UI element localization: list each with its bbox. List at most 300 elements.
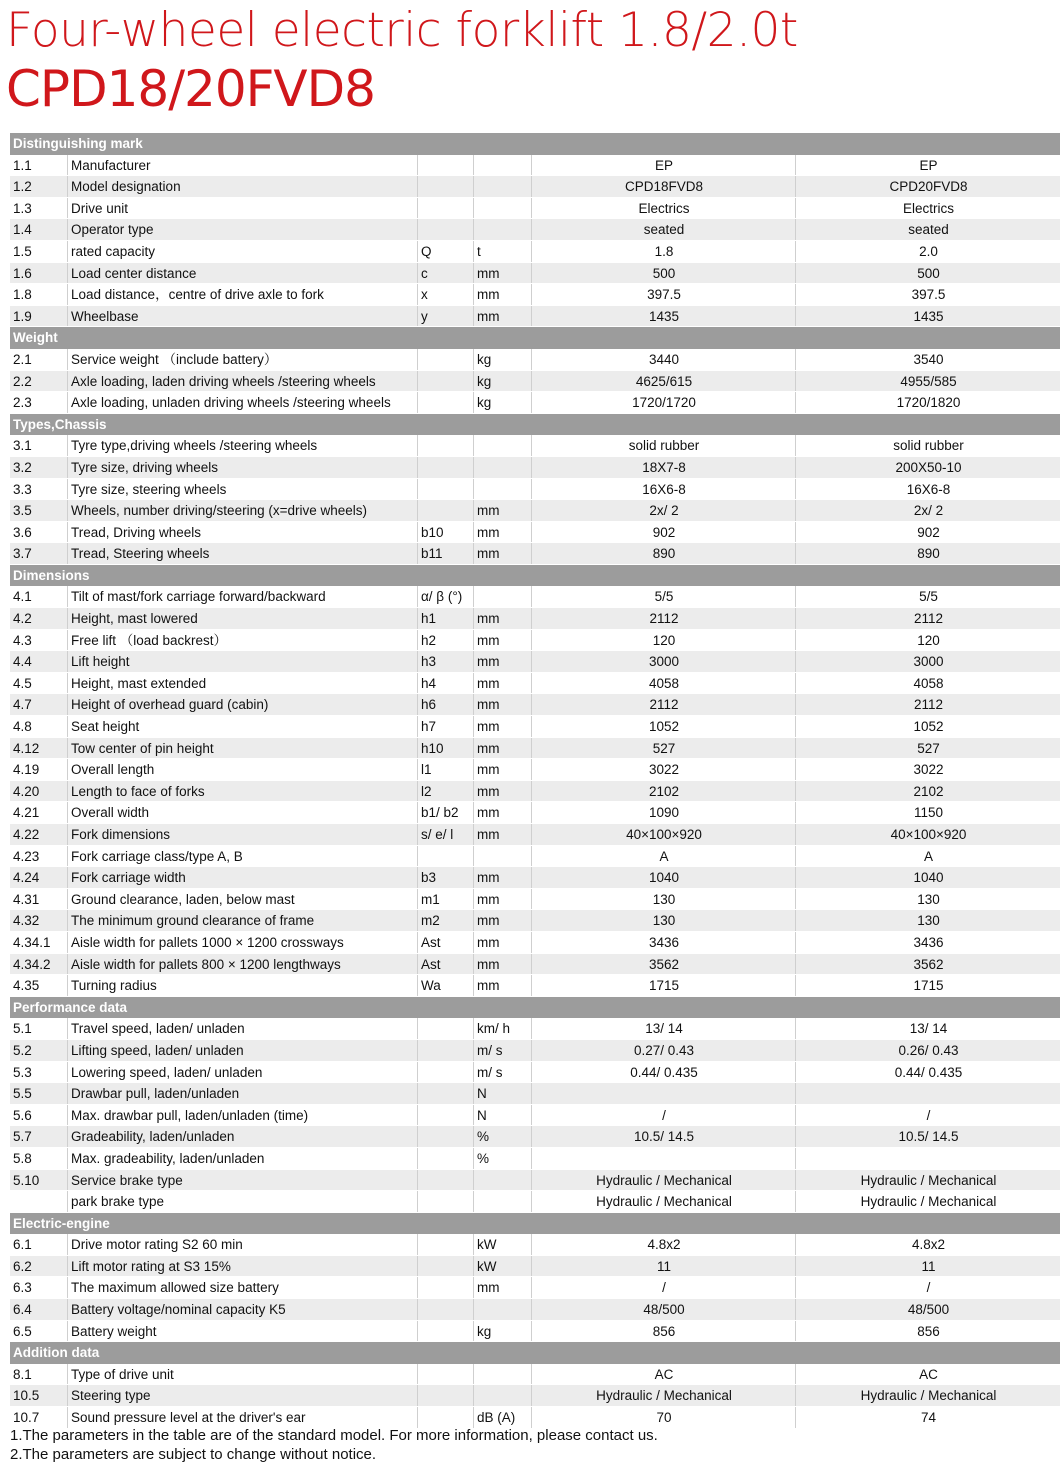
row-number: 1.4: [13, 222, 32, 238]
row-symbol: [417, 371, 476, 392]
row-unit: %: [473, 1126, 534, 1147]
table-row: [10, 738, 1060, 760]
row-value-cpd18: 0.27/ 0.43: [531, 1040, 796, 1061]
row-symbol: [417, 1277, 476, 1298]
row-number: 4.32: [13, 913, 40, 929]
table-row: [10, 932, 1060, 954]
row-symbol: [417, 1040, 476, 1061]
row-value-cpd18: 11: [531, 1256, 796, 1277]
row-value-cpd18: 130: [531, 889, 796, 910]
row-value-cpd18: seated: [531, 219, 796, 240]
row-symbol: b3: [417, 867, 476, 888]
table-row: [10, 1321, 1060, 1343]
row-symbol: [417, 1191, 476, 1212]
row-number: 6.4: [13, 1302, 32, 1318]
row-number: 5.7: [13, 1129, 32, 1145]
row-unit: N: [473, 1105, 534, 1126]
row-symbol: [417, 392, 476, 413]
row-value-cpd20: [795, 1083, 1060, 1104]
row-value-cpd18: /: [531, 1277, 796, 1298]
row-unit: [473, 1385, 534, 1406]
row-unit: mm: [473, 608, 534, 629]
row-symbol: h1: [417, 608, 476, 629]
row-number: 3.7: [13, 546, 32, 562]
row-symbol: b10: [417, 522, 476, 543]
row-description: Drawbar pull, laden/unladen: [67, 1083, 421, 1104]
row-value-cpd18: 1040: [531, 867, 796, 888]
row-number: 4.4: [13, 654, 32, 670]
row-value-cpd20: 1720/1820: [795, 392, 1060, 413]
row-unit: kg: [473, 392, 534, 413]
row-symbol: Q: [417, 241, 476, 262]
row-value-cpd20: 4955/585: [795, 371, 1060, 392]
row-value-cpd20: 2.0: [795, 241, 1060, 262]
row-description: Service weight （include battery）: [67, 349, 421, 370]
table-row: [10, 392, 1060, 414]
row-value-cpd18: 18X7-8: [531, 457, 796, 478]
row-description: Tow center of pin height: [67, 738, 421, 759]
row-number: 3.1: [13, 438, 32, 454]
row-number: 5.3: [13, 1064, 32, 1080]
row-value-cpd20: 5/5: [795, 586, 1060, 607]
row-number: 1.1: [13, 157, 32, 173]
row-description: Load center distance: [67, 263, 421, 284]
table-row: [10, 781, 1060, 803]
footnote-2: 2.The parameters are subject to change without notice.: [10, 1446, 377, 1463]
row-number: 4.20: [13, 783, 40, 799]
table-row: [10, 522, 1060, 544]
table-row: [10, 1191, 1060, 1213]
row-number: 1.9: [13, 308, 32, 324]
row-description: Lowering speed, laden/ unladen: [67, 1062, 421, 1083]
table-row: [10, 1364, 1060, 1386]
table-row: [10, 457, 1060, 479]
page-title: Four-wheel electric forklift 1.8/2.0t: [6, 3, 798, 58]
row-value-cpd20: 1052: [795, 716, 1060, 737]
table-row: [10, 479, 1060, 501]
row-symbol: [417, 1385, 476, 1406]
row-unit: N: [473, 1083, 534, 1104]
row-value-cpd20: 2112: [795, 608, 1060, 629]
row-value-cpd20: 1040: [795, 867, 1060, 888]
row-value-cpd18: 856: [531, 1321, 796, 1342]
spec-table: [10, 133, 1060, 1429]
row-symbol: [417, 1256, 476, 1277]
row-description: Max. gradeability, laden/unladen: [67, 1148, 421, 1169]
row-number: 4.7: [13, 697, 32, 713]
table-row: [10, 716, 1060, 738]
row-description: Overall width: [67, 802, 421, 823]
section-header: Electric-engine: [10, 1213, 1060, 1235]
row-symbol: x: [417, 284, 476, 305]
table-row: [10, 543, 1060, 565]
row-number: 4.23: [13, 848, 40, 864]
row-value-cpd20: 48/500: [795, 1299, 1060, 1320]
row-number: 5.1: [13, 1021, 32, 1037]
row-symbol: b1/ b2: [417, 802, 476, 823]
row-description: Wheels, number driving/steering (x=drive wheels): [67, 500, 421, 521]
row-symbol: h3: [417, 651, 476, 672]
row-value-cpd18: 2102: [531, 781, 796, 802]
row-description: Axle loading, unladen driving wheels /steering wheels: [67, 392, 421, 413]
table-row: [10, 1385, 1060, 1407]
row-symbol: [417, 1018, 476, 1039]
table-row: [10, 867, 1060, 889]
row-value-cpd18: 1052: [531, 716, 796, 737]
row-number: 4.34.2: [13, 956, 51, 972]
row-unit: kW: [473, 1256, 534, 1277]
row-description: Turning radius: [67, 975, 421, 996]
row-symbol: [417, 1299, 476, 1320]
row-value-cpd18: 40×100×920: [531, 824, 796, 845]
row-value-cpd18: Hydraulic / Mechanical: [531, 1191, 796, 1212]
table-row: [10, 1256, 1060, 1278]
row-description: Length to face of forks: [67, 781, 421, 802]
table-row: [10, 435, 1060, 457]
row-description: Overall length: [67, 759, 421, 780]
row-number: 5.10: [13, 1172, 40, 1188]
row-description: Fork carriage width: [67, 867, 421, 888]
table-row: [10, 954, 1060, 976]
row-number: 4.8: [13, 719, 32, 735]
table-row: [10, 241, 1060, 263]
row-value-cpd18: [531, 1083, 796, 1104]
row-value-cpd20: 40×100×920: [795, 824, 1060, 845]
row-value-cpd18: 3436: [531, 932, 796, 953]
row-number: 1.6: [13, 265, 32, 281]
row-symbol: [417, 1105, 476, 1126]
row-description: Lift motor rating at S3 15%: [67, 1256, 421, 1277]
row-description: Battery weight: [67, 1321, 421, 1342]
row-number: 2.3: [13, 395, 32, 411]
row-value-cpd18: 130: [531, 910, 796, 931]
row-number: 4.31: [13, 891, 40, 907]
row-description: Steering type: [67, 1385, 421, 1406]
table-row: [10, 371, 1060, 393]
row-unit: mm: [473, 651, 534, 672]
row-value-cpd20: 500: [795, 263, 1060, 284]
row-value-cpd20: /: [795, 1277, 1060, 1298]
row-description: Lift height: [67, 651, 421, 672]
row-description: Type of drive unit: [67, 1364, 421, 1385]
table-row: [10, 586, 1060, 608]
row-unit: t: [473, 241, 534, 262]
row-number: 4.35: [13, 978, 40, 994]
table-row: [10, 219, 1060, 241]
row-unit: [473, 1364, 534, 1385]
row-unit: mm: [473, 738, 534, 759]
row-description: Aisle width for pallets 800 × 1200 lengthways: [67, 954, 421, 975]
table-row: [10, 176, 1060, 198]
table-row: [10, 1018, 1060, 1040]
row-value-cpd18: 2x/ 2: [531, 500, 796, 521]
row-number: 5.6: [13, 1107, 32, 1123]
row-symbol: m2: [417, 910, 476, 931]
row-value-cpd20: 200X50-10: [795, 457, 1060, 478]
model-title: CPD18/20FVD8: [6, 60, 375, 118]
row-value-cpd20: 3000: [795, 651, 1060, 672]
row-value-cpd20: 3436: [795, 932, 1060, 953]
row-number: 5.8: [13, 1150, 32, 1166]
row-unit: [473, 176, 534, 197]
table-row: [10, 694, 1060, 716]
row-description: The minimum ground clearance of frame: [67, 910, 421, 931]
row-unit: mm: [473, 500, 534, 521]
row-value-cpd20: 120: [795, 630, 1060, 651]
row-value-cpd20: 4058: [795, 673, 1060, 694]
row-value-cpd20: AC: [795, 1364, 1060, 1385]
row-symbol: b11: [417, 543, 476, 564]
row-number: 4.2: [13, 611, 32, 627]
row-value-cpd18: 13/ 14: [531, 1018, 796, 1039]
row-number: 3.6: [13, 524, 32, 540]
table-row: [10, 608, 1060, 630]
row-description: Tilt of mast/fork carriage forward/backward: [67, 586, 421, 607]
row-value-cpd18: 902: [531, 522, 796, 543]
table-row: [10, 1083, 1060, 1105]
row-number: 10.5: [13, 1388, 40, 1404]
row-value-cpd20: 2x/ 2: [795, 500, 1060, 521]
row-symbol: [417, 1062, 476, 1083]
row-symbol: [417, 219, 476, 240]
row-number: 6.2: [13, 1258, 32, 1274]
row-unit: [473, 1170, 534, 1191]
row-value-cpd20: 130: [795, 910, 1060, 931]
row-unit: mm: [473, 306, 534, 327]
row-value-cpd20: 13/ 14: [795, 1018, 1060, 1039]
row-unit: mm: [473, 824, 534, 845]
row-symbol: [417, 846, 476, 867]
row-description: Model designation: [67, 176, 421, 197]
section-header: Distinguishing mark: [10, 133, 1060, 155]
row-symbol: c: [417, 263, 476, 284]
row-description: Max. drawbar pull, laden/unladen (time): [67, 1105, 421, 1126]
section-header: Weight: [10, 327, 1060, 349]
row-number: 4.34.1: [13, 934, 51, 950]
row-number: 6.5: [13, 1323, 32, 1339]
row-value-cpd20: 1435: [795, 306, 1060, 327]
row-value-cpd20: 397.5: [795, 284, 1060, 305]
row-description: rated capacity: [67, 241, 421, 262]
row-value-cpd18: 5/5: [531, 586, 796, 607]
row-value-cpd20: 527: [795, 738, 1060, 759]
row-unit: [473, 435, 534, 456]
row-unit: m/ s: [473, 1062, 534, 1083]
row-symbol: [417, 1364, 476, 1385]
row-value-cpd20: 3022: [795, 759, 1060, 780]
row-description: Service brake type: [67, 1170, 421, 1191]
row-description: Wheelbase: [67, 306, 421, 327]
row-number: 10.7: [13, 1410, 40, 1426]
row-value-cpd20: A: [795, 846, 1060, 867]
row-value-cpd20: 1150: [795, 802, 1060, 823]
table-row: [10, 263, 1060, 285]
row-value-cpd18: 0.44/ 0.435: [531, 1062, 796, 1083]
row-number: 3.3: [13, 481, 32, 497]
row-symbol: y: [417, 306, 476, 327]
row-value-cpd18: 120: [531, 630, 796, 651]
row-unit: mm: [473, 889, 534, 910]
row-value-cpd18: 3000: [531, 651, 796, 672]
row-value-cpd20: 0.26/ 0.43: [795, 1040, 1060, 1061]
row-symbol: l1: [417, 759, 476, 780]
row-description: Tread, Driving wheels: [67, 522, 421, 543]
row-description: Axle loading, laden driving wheels /steering wheels: [67, 371, 421, 392]
row-symbol: [417, 1234, 476, 1255]
row-unit: [473, 219, 534, 240]
table-row: [10, 1148, 1060, 1170]
row-unit: [473, 846, 534, 867]
row-value-cpd20: [795, 1148, 1060, 1169]
row-symbol: [417, 198, 476, 219]
row-unit: kg: [473, 349, 534, 370]
row-value-cpd20: 4.8x2: [795, 1234, 1060, 1255]
row-value-cpd18: 1435: [531, 306, 796, 327]
row-number: 3.5: [13, 503, 32, 519]
row-unit: mm: [473, 673, 534, 694]
row-value-cpd18: A: [531, 846, 796, 867]
row-symbol: l2: [417, 781, 476, 802]
row-value-cpd20: 10.5/ 14.5: [795, 1126, 1060, 1147]
row-unit: [473, 1191, 534, 1212]
row-value-cpd20: 16X6-8: [795, 479, 1060, 500]
row-value-cpd18: 10.5/ 14.5: [531, 1126, 796, 1147]
row-value-cpd18: 16X6-8: [531, 479, 796, 500]
row-description: Battery voltage/nominal capacity K5: [67, 1299, 421, 1320]
row-value-cpd18: 48/500: [531, 1299, 796, 1320]
section-header: Types,Chassis: [10, 414, 1060, 436]
row-description: Seat height: [67, 716, 421, 737]
row-number: 4.22: [13, 827, 40, 842]
row-value-cpd18: AC: [531, 1364, 796, 1385]
table-row: [10, 198, 1060, 220]
row-unit: [473, 198, 534, 219]
row-unit: mm: [473, 932, 534, 953]
row-value-cpd18: 4625/615: [531, 371, 796, 392]
row-value-cpd20: seated: [795, 219, 1060, 240]
row-symbol: h4: [417, 673, 476, 694]
table-row: [10, 284, 1060, 306]
row-description: Drive motor rating S2 60 min: [67, 1234, 421, 1255]
row-value-cpd20: 902: [795, 522, 1060, 543]
row-unit: km/ h: [473, 1018, 534, 1039]
row-value-cpd18: /: [531, 1105, 796, 1126]
row-description: Load distance，centre of drive axle to fork: [67, 284, 421, 305]
row-value-cpd20: /: [795, 1105, 1060, 1126]
row-symbol: [417, 349, 476, 370]
row-value-cpd20: Electrics: [795, 198, 1060, 219]
table-row: [10, 1277, 1060, 1299]
row-number: 4.24: [13, 870, 40, 886]
row-number: 4.21: [13, 805, 40, 821]
table-row: [10, 155, 1060, 177]
row-value-cpd18: 3562: [531, 954, 796, 975]
row-description: Tyre type,driving wheels /steering wheels: [67, 435, 421, 456]
row-symbol: h2: [417, 630, 476, 651]
row-number: 5.5: [13, 1086, 32, 1102]
row-unit: %: [473, 1148, 534, 1169]
row-value-cpd18: 70: [531, 1407, 796, 1428]
row-value-cpd20: Hydraulic / Mechanical: [795, 1170, 1060, 1191]
row-unit: kg: [473, 371, 534, 392]
row-description: Fork carriage class/type A, B: [67, 846, 421, 867]
row-symbol: h6: [417, 694, 476, 715]
table-row: [10, 349, 1060, 371]
row-description: Travel speed, laden/ unladen: [67, 1018, 421, 1039]
row-description: Ground clearance, laden, below mast: [67, 889, 421, 910]
row-value-cpd18: Hydraulic / Mechanical: [531, 1385, 796, 1406]
row-symbol: α/ β (°): [417, 586, 476, 607]
row-description: The maximum allowed size battery: [67, 1277, 421, 1298]
row-number: 6.3: [13, 1280, 32, 1296]
table-row: [10, 846, 1060, 868]
row-number: 2.1: [13, 351, 32, 367]
row-value-cpd20: solid rubber: [795, 435, 1060, 456]
row-symbol: [417, 1170, 476, 1191]
row-symbol: [417, 1126, 476, 1147]
row-value-cpd20: 11: [795, 1256, 1060, 1277]
row-description: Fork dimensions: [67, 824, 421, 845]
table-row: [10, 1170, 1060, 1192]
row-value-cpd20: 2112: [795, 694, 1060, 715]
table-row: [10, 630, 1060, 652]
row-value-cpd18: 527: [531, 738, 796, 759]
row-number: 4.1: [13, 589, 32, 605]
table-row: [10, 910, 1060, 932]
row-value-cpd20: 2102: [795, 781, 1060, 802]
row-symbol: Ast: [417, 954, 476, 975]
row-unit: mm: [473, 694, 534, 715]
row-description: Tyre size, steering wheels: [67, 479, 421, 500]
row-description: Manufacturer: [67, 155, 421, 176]
row-symbol: h10: [417, 738, 476, 759]
row-value-cpd18: 1090: [531, 802, 796, 823]
row-number: [13, 1191, 67, 1212]
row-description: Free lift （load backrest）: [67, 630, 421, 651]
row-value-cpd18: EP: [531, 155, 796, 176]
table-row: [10, 1040, 1060, 1062]
row-value-cpd18: 1.8: [531, 241, 796, 262]
row-value-cpd18: Hydraulic / Mechanical: [531, 1170, 796, 1191]
row-unit: mm: [473, 975, 534, 996]
row-value-cpd18: 890: [531, 543, 796, 564]
table-row: [10, 759, 1060, 781]
row-description: park brake type: [67, 1191, 421, 1212]
row-unit: [473, 586, 534, 607]
table-row: [10, 673, 1060, 695]
row-unit: [473, 457, 534, 478]
row-value-cpd20: 3562: [795, 954, 1060, 975]
row-value-cpd18: 3022: [531, 759, 796, 780]
row-symbol: [417, 435, 476, 456]
table-row: [10, 802, 1060, 824]
row-value-cpd18: solid rubber: [531, 435, 796, 456]
row-value-cpd18: 1715: [531, 975, 796, 996]
row-description: Height of overhead guard (cabin): [67, 694, 421, 715]
table-row: [10, 975, 1060, 997]
row-unit: mm: [473, 284, 534, 305]
row-unit: [473, 1299, 534, 1320]
table-row: [10, 889, 1060, 911]
row-description: Tyre size, driving wheels: [67, 457, 421, 478]
row-unit: mm: [473, 522, 534, 543]
row-symbol: [417, 1407, 476, 1428]
row-value-cpd18: 2112: [531, 608, 796, 629]
row-symbol: Ast: [417, 932, 476, 953]
row-value-cpd18: [531, 1148, 796, 1169]
row-symbol: [417, 457, 476, 478]
row-description: Height, mast lowered: [67, 608, 421, 629]
